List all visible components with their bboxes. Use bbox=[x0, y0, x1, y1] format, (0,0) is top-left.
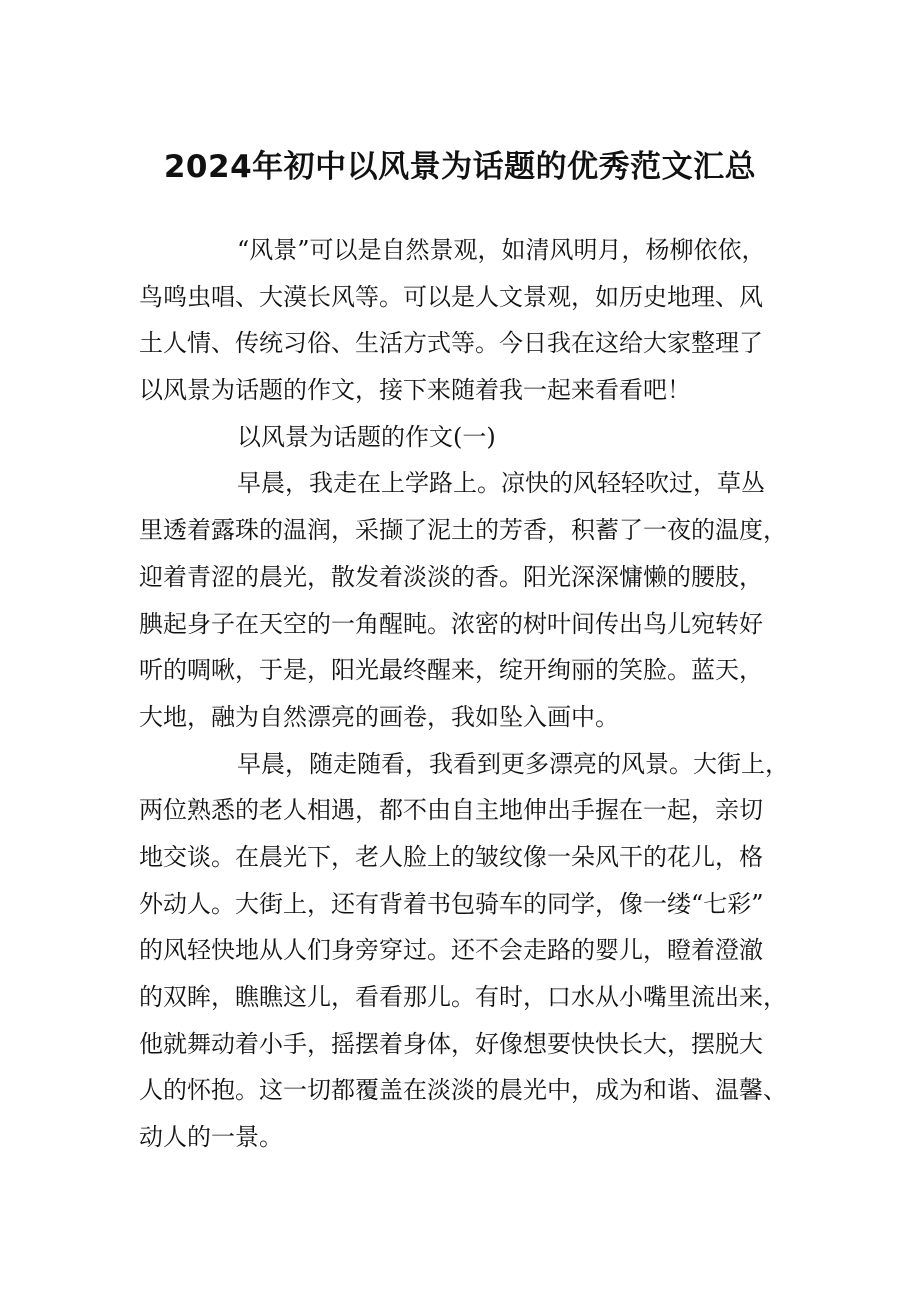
text-line: 动人的一景。 bbox=[139, 1123, 283, 1152]
text-line: 早晨，我走在上学路上。凉快的风轻轻吹过，草丛 bbox=[237, 469, 765, 498]
text-line: 早晨，随走随看，我看到更多漂亮的风景。大街上， bbox=[237, 749, 789, 778]
text-line: 以风景为话题的作文，接下来随着我一起来看看吧！ bbox=[139, 376, 691, 405]
text-line: 以风景为话题的作文(一) bbox=[237, 422, 496, 451]
text-line: 迎着青涩的晨光，散发着淡淡的香。阳光深深慵懒的腰肢， bbox=[139, 562, 763, 591]
text-line: 腆起身子在天空的一角醒盹。浓密的树叶间传出鸟儿宛转好 bbox=[139, 609, 763, 638]
text-line: 土人情、传统习俗、生活方式等。今日我在这给大家整理了 bbox=[139, 329, 763, 358]
text-line: 地交谈。在晨光下，老人脸上的皱纹像一朵风干的花儿，格 bbox=[139, 842, 763, 871]
text-line: “风景”可以是自然景观，如清风明月，杨柳依依， bbox=[237, 236, 766, 264]
document-body bbox=[139, 227, 789, 1161]
text-line: 的风轻快地从人们身旁穿过。还不会走路的婴儿，瞪着澄澈 bbox=[139, 936, 763, 965]
text-line: 的双眸，瞧瞧这儿，看看那儿。有时，口水从小嘴里流出来， bbox=[139, 983, 787, 1011]
text-line: 里透着露珠的温润，采撷了泥土的芳香，积蓄了一夜的温度， bbox=[139, 516, 787, 545]
text-line: 鸟鸣虫唱、大漠长风等。可以是人文景观，如历史地理、风 bbox=[139, 282, 763, 311]
text-line: 他就舞动着小手，摇摆着身体，好像想要快快长大，摆脱大 bbox=[139, 1029, 763, 1058]
text-line: 大地，融为自然漂亮的画卷，我如坠入画中。 bbox=[139, 702, 619, 731]
text-line: 人的怀抱。这一切都覆盖在淡淡的晨光中，成为和谐、温馨、 bbox=[139, 1076, 787, 1105]
text-line: 听的啁啾，于是，阳光最终醒来，绽开绚丽的笑脸。蓝天， bbox=[139, 656, 763, 685]
text-line: 两位熟悉的老人相遇，都不由自主地伸出手握在一起，亲切 bbox=[139, 796, 763, 825]
document-title: 2024年初中以风景为话题的优秀范文汇总 bbox=[163, 149, 757, 185]
text-line: 外动人。大街上，还有背着书包骑车的同学，像一缕“七彩” bbox=[139, 889, 764, 918]
